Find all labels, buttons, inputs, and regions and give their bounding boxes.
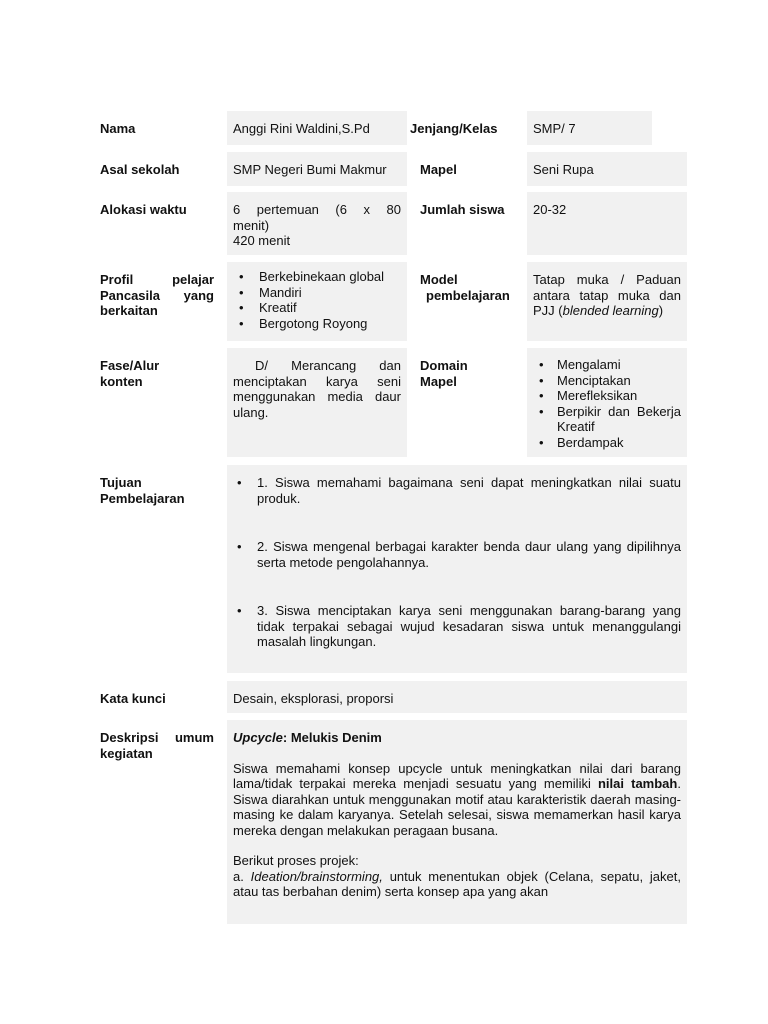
alokasi-line-3: 420 menit xyxy=(233,233,291,248)
value-asal-sekolah: SMP Negeri Bumi Makmur xyxy=(227,152,407,186)
model-text-end: ) xyxy=(658,303,664,318)
value-profil-list xyxy=(227,262,407,341)
value-jenjang-kelas: SMP/ 7 xyxy=(527,111,652,145)
para1-text: Siswa memahami konsep upcycle untuk meningkatkan nilai dari barang lama/tidak terpakai mereka menjadi sesuatu yang memiliki xyxy=(233,760,681,791)
profil-item: • Mandiri xyxy=(233,285,403,301)
profil-label-line-2: Pancasila yang xyxy=(100,287,214,303)
label-profil-pelajar xyxy=(100,272,214,319)
tujuan-label-line-1: Tujuan xyxy=(100,475,142,490)
value-kata-kunci: Desain, eksplorasi, proporsi xyxy=(227,681,687,713)
fase-label-line-1: Fase/Alur xyxy=(100,358,160,373)
domain-label-line-2: Mapel xyxy=(420,373,457,389)
label-domain-mapel xyxy=(420,358,468,389)
domain-item: • Mengalami xyxy=(533,357,681,373)
deskripsi-label-line-2: kegiatan xyxy=(100,745,153,761)
value-domain-list xyxy=(527,348,687,457)
model-text: Tatap muka / Paduan antara tatap muka dan PJJ ( xyxy=(533,272,681,318)
label-fase-alur xyxy=(100,358,159,389)
deskripsi-paragraph-1 xyxy=(233,761,681,839)
alokasi-line-2: menit) xyxy=(233,217,270,233)
label-nama: Nama xyxy=(100,121,136,136)
fase-label-line-2: konten xyxy=(100,373,143,389)
para1-text-2: . Siswa diarahkan untuk menggunakan motif atau karakteristik daerah masing-masing ke dalam karyanya. Setelah selesai, siswa memamerkan hasil karya mereka dengan melakukan peragaan busana. xyxy=(233,776,681,838)
value-alokasi-waktu xyxy=(227,192,407,255)
value-mapel: Seni Rupa xyxy=(527,152,687,186)
value-model-pembelajaran xyxy=(527,262,687,341)
heading-rest: : Melukis Denim xyxy=(282,730,382,745)
para2-prefix: a. xyxy=(233,868,251,884)
value-deskripsi-umum xyxy=(227,720,687,924)
domain-label-line-1: Domain xyxy=(420,358,468,373)
label-asal-sekolah: Asal sekolah xyxy=(100,162,180,177)
profil-label-line-3: berkaitan xyxy=(100,303,158,318)
label-kata-kunci: Kata kunci xyxy=(100,691,166,706)
tujuan-item: • 2. Siswa mengenal berbagai karakter benda daur ulang yang dipilihnya serta metode pengolahannya. xyxy=(231,539,681,570)
para2-italic: Ideation/brainstorming, xyxy=(250,868,383,884)
tujuan-label-line-2: Pembelajaran xyxy=(100,490,185,506)
alokasi-line-1: 6 pertemuan (6 x 80 xyxy=(233,202,401,217)
label-deskripsi-umum xyxy=(100,730,214,761)
deskripsi-label-line-1: Deskripsi umum xyxy=(100,730,214,745)
para2-line-1: Berikut proses projek: xyxy=(233,853,359,868)
value-fase-alur: D/ Merancang dan menciptakan karya seni menggunakan media daur ulang. xyxy=(227,348,407,457)
model-label-line-1: Model xyxy=(420,272,458,287)
model-label-line-2: pembelajaran xyxy=(426,287,510,303)
deskripsi-paragraph-2 xyxy=(233,853,681,900)
heading-italic: Upcycle xyxy=(233,730,283,745)
deskripsi-heading xyxy=(233,730,681,746)
profil-item: • Bergotong Royong xyxy=(233,316,403,332)
value-tujuan-list xyxy=(227,465,687,673)
value-jumlah-siswa: 20-32 xyxy=(527,192,687,255)
tujuan-item: • 1. Siswa memahami bagaimana seni dapat meningkatkan nilai suatu produk. xyxy=(231,475,681,506)
domain-item: • Berpikir dan Bekerja Kreatif xyxy=(533,404,681,435)
domain-item: • Merefleksikan xyxy=(533,388,681,404)
label-alokasi-waktu: Alokasi waktu xyxy=(100,202,187,217)
para1-bold: nilai tambah xyxy=(597,776,678,791)
label-model-pembelajaran xyxy=(420,272,510,303)
model-italic: blended learning xyxy=(562,303,659,318)
label-jumlah-siswa: Jumlah siswa xyxy=(420,202,505,217)
profil-item: • Kreatif xyxy=(233,300,403,316)
para2-text: untuk menentukan objek (Celana, sepatu, jaket, atau tas berbahan denim) serta konsep apa yang akan xyxy=(233,868,681,899)
value-nama: Anggi Rini Waldini,S.Pd xyxy=(227,111,407,145)
domain-item: • Menciptakan xyxy=(533,373,681,389)
profil-label-line-1: Profil pelajar xyxy=(100,272,214,287)
label-mapel: Mapel xyxy=(420,162,457,177)
profil-item: • Berkebinekaan global xyxy=(233,269,403,285)
label-jenjang-kelas: Jenjang/Kelas xyxy=(410,121,498,136)
tujuan-item: • 3. Siswa menciptakan karya seni menggunakan barang-barang yang tidak terpakai sebagai wujud kesadaran siswa untuk menanggulangi masalah lingkungan. xyxy=(231,603,681,650)
label-tujuan-pembelajaran xyxy=(100,475,185,506)
domain-item: • Berdampak xyxy=(533,435,681,451)
